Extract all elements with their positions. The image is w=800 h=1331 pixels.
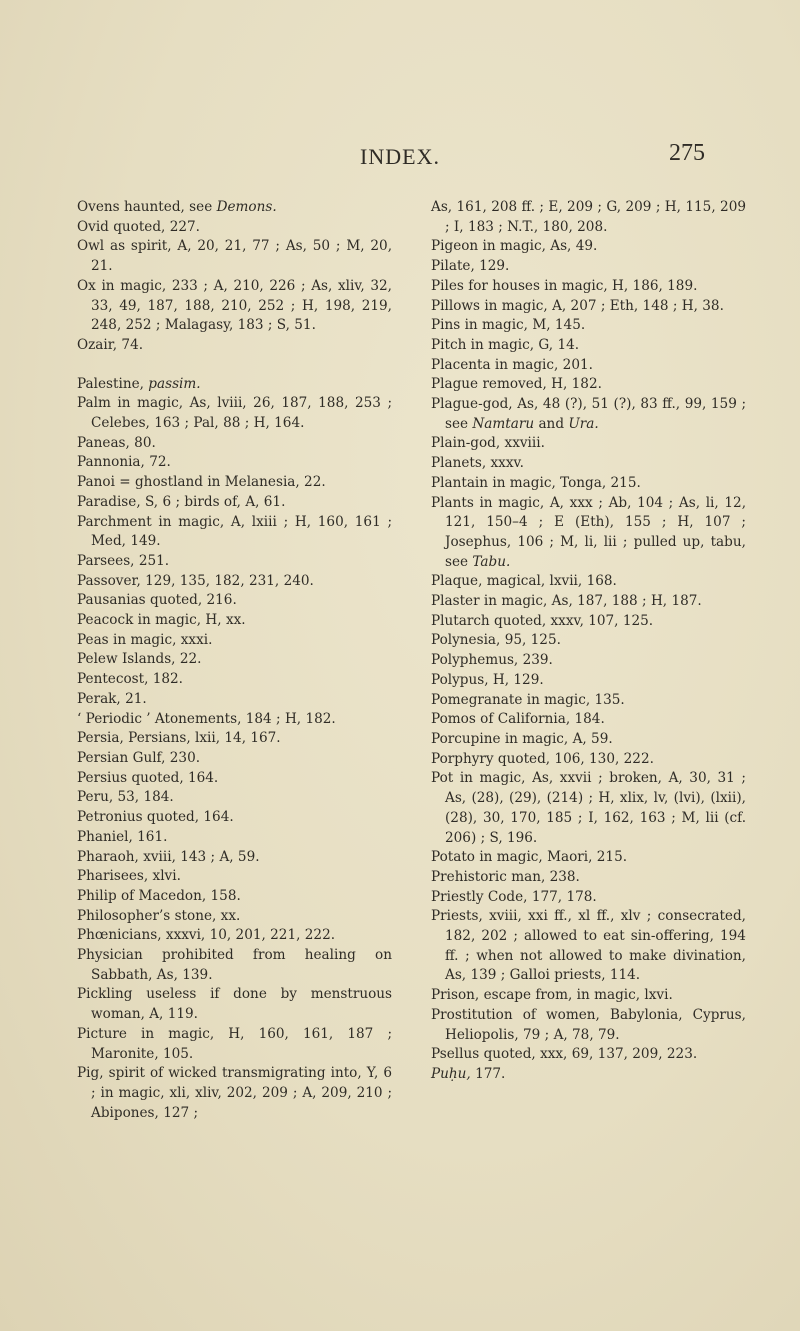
index-entry: Ovid quoted, 227. [77, 218, 200, 235]
index-entry: Palestine, passim. [77, 375, 201, 392]
page-header [60, 140, 740, 180]
index-entry: Ozair, 74. [77, 336, 144, 353]
index-entry: Psellus quoted, xxx, 69, 137, 209, 223. [431, 1046, 698, 1063]
index-entry: ‘ Periodic ’ Atonements, 184 ; H, 182. [77, 710, 336, 727]
index-entry: Owl as spirit, A, 20, 21, 77 ; As, 50 ; M, 20, 21. [77, 238, 393, 275]
index-entry: Porphyry quoted, 106, 130, 222. [431, 750, 654, 767]
index-entry: Pomegranate in magic, 135. [431, 691, 625, 708]
index-entry: Persia, Persians, lxii, 14, 167. [77, 730, 281, 747]
index-entry: Philip of Macedon, 158. [77, 887, 241, 904]
entry-gap [77, 356, 392, 375]
index-entry: Peacock in magic, H, xx. [77, 612, 246, 629]
index-entry: Priests, xviii, xxi ff., xl ff., xlv ; consecrated, 182, 202 ; allowed to eat sin-offering, 194 ff. ; when not allowed to make divination, As, 139 ; Galloi priests, 114. [431, 908, 746, 984]
index-entry: Pharaoh, xviii, 143 ; A, 59. [77, 848, 260, 865]
index-entry: Plague removed, H, 182. [431, 376, 602, 393]
index-entry: Pillows in magic, A, 207 ; Eth, 148 ; H, 38. [431, 297, 724, 314]
index-column-left [77, 198, 392, 1123]
index-entry: Perak, 21. [77, 690, 147, 707]
index-entry: Pitch in magic, G, 14. [431, 336, 580, 353]
index-entry: Plaque, magical, lxvii, 168. [431, 573, 617, 590]
index-entry: Petronius quoted, 164. [77, 809, 234, 826]
index-entry: Plants in magic, A, xxx ; Ab, 104 ; As, li, 12, 121, 150–4 ; E (Eth), 155 ; H, 107 ; Josephus, 106 ; M, li, lii ; pulled up, tabu, see Tabu. [431, 494, 747, 570]
page-number: 275 [669, 140, 705, 166]
index-column-right [431, 198, 746, 1085]
index-entry: Puḥu, 177. [431, 1065, 506, 1082]
index-entry: Ovens haunted, see Demons. [77, 199, 277, 215]
index-entry: Priestly Code, 177, 178. [431, 888, 597, 905]
index-entry: Polynesia, 95, 125. [431, 632, 561, 649]
index-entry: Ox in magic, 233 ; A, 210, 226 ; As, xliv, 32, 33, 49, 187, 188, 210, 252 ; H, 198, 219, 248, 252 ; Malagasy, 183 ; S, 51. [77, 277, 393, 334]
index-entry: Pilate, 129. [431, 258, 510, 275]
index-entry: Pentecost, 182. [77, 671, 184, 688]
index-entry: Prehistoric man, 238. [431, 868, 580, 885]
index-entry: Planets, xxxv. [431, 455, 524, 472]
index-entry: Potato in magic, Maori, 215. [431, 849, 628, 866]
index-entry: Physician prohibited from healing on Sabbath, As, 139. [77, 947, 392, 983]
index-entry: Porcupine in magic, A, 59. [431, 730, 613, 747]
index-entry: Parchment in magic, A, lxiii ; H, 160, 161 ; Med, 149. [77, 513, 393, 550]
index-entry: Panoi = ghostland in Melanesia, 22. [77, 474, 326, 491]
index-entry: Pharisees, xlvi. [77, 868, 181, 885]
index-entry: Persius quoted, 164. [77, 769, 219, 786]
index-entry: Piles for houses in magic, H, 186, 189. [431, 277, 698, 294]
index-entry: Phœnicians, xxxvi, 10, 201, 221, 222. [77, 927, 336, 944]
index-entry: Polypus, H, 129. [431, 671, 544, 688]
index-entry: Plaster in magic, As, 187, 188 ; H, 187. [431, 593, 702, 610]
index-entry: Passover, 129, 135, 182, 231, 240. [77, 572, 314, 589]
index-entry: Persian Gulf, 230. [77, 749, 201, 766]
index-entry: Palm in magic, As, lviii, 26, 187, 188, 253 ; Celebes, 163 ; Pal, 88 ; H, 164. [77, 395, 393, 432]
index-entry: As, 161, 208 ff. ; E, 209 ; G, 209 ; H, 115, 209 ; I, 183 ; N.T., 180, 208. [431, 199, 746, 235]
index-entry: Parsees, 251. [77, 552, 170, 569]
index-entry: Pickling useless if done by menstruous woman, A, 119. [77, 986, 392, 1023]
index-entry: Prostitution of women, Babylonia, Cyprus, Heliopolis, 79 ; A, 78, 79. [431, 1006, 746, 1043]
index-entry: Polyphemus, 239. [431, 652, 553, 669]
index-entry: Pins in magic, M, 145. [431, 317, 586, 334]
index-entry: Phaniel, 161. [77, 828, 168, 845]
index-entry: Plain-god, xxviii. [431, 435, 545, 452]
index-entry: Pelew Islands, 22. [77, 651, 202, 668]
index-entry: Pannonia, 72. [77, 454, 171, 471]
index-entry: Peru, 53, 184. [77, 789, 174, 806]
index-entry: Philosopher’s stone, xx. [77, 907, 241, 924]
index-entry: Prison, escape from, in magic, lxvi. [431, 987, 673, 1004]
running-title: INDEX. [360, 144, 440, 169]
index-entry: Paradise, S, 6 ; birds of, A, 61. [77, 493, 286, 510]
index-entry: Plague-god, As, 48 (?), 51 (?), 83 ff., 99, 159 ; see Namtaru and Ura. [431, 396, 747, 432]
index-entry: Placenta in magic, 201. [431, 356, 593, 373]
index-entry: Pomos of California, 184. [431, 711, 605, 728]
index-entry: Pigeon in magic, As, 49. [431, 238, 598, 255]
index-entry: Pig, spirit of wicked transmigrating into, Y, 6 ; in magic, xli, xliv, 202, 209 ; A, 209, 210 ; Abipones, 127 ; [77, 1065, 393, 1121]
index-entry: Peas in magic, xxxi. [77, 631, 213, 648]
index-entry: Pausanias quoted, 216. [77, 592, 237, 609]
index-entry: Plantain in magic, Tonga, 215. [431, 474, 641, 491]
index-entry: Pot in magic, As, xxvii ; broken, A, 30, 31 ; As, (28), (29), (214) ; H, xlix, lv, (lvi), (lxii), (28), 30, 170, 185 ; I, 162, 163 ; M, lii (cf. 206) ; S, 196. [431, 770, 747, 846]
index-entry: Picture in magic, H, 160, 161, 187 ; Maronite, 105. [77, 1025, 393, 1062]
index-entry: Paneas, 80. [77, 434, 156, 451]
index-entry: Plutarch quoted, xxxv, 107, 125. [431, 612, 654, 629]
